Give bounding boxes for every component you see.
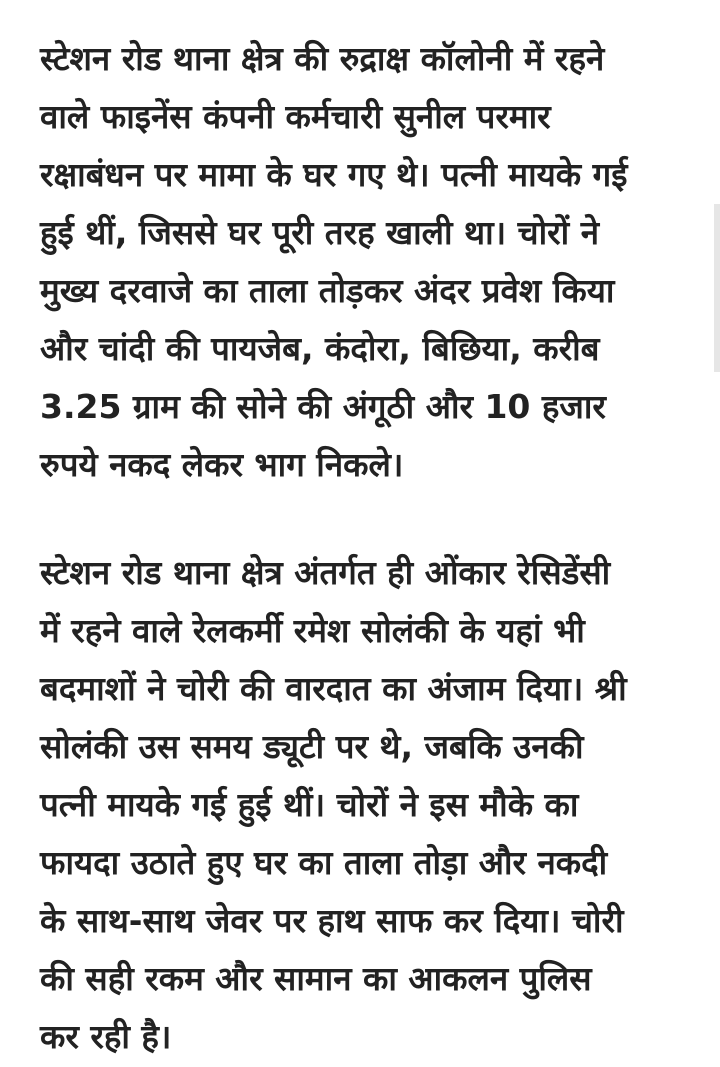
paragraph-line: सोलंकी उस समय ड्यूटी पर थे, जबकि उनकी <box>40 727 584 766</box>
paragraph-1 <box>40 30 690 494</box>
paragraph-line: रक्षाबंधन पर मामा के घर गए थे। पत्नी मायके गई <box>40 155 628 194</box>
paragraph-line: के साथ-साथ जेवर पर हाथ साफ कर दिया। चोरी <box>40 901 624 940</box>
paragraph-line: फायदा उठाते हुए घर का ताला तोड़ा और नकदी <box>40 843 608 882</box>
paragraph-line: स्टेशन रोड थाना क्षेत्र अंतर्गत ही ओंकार रेसिडेंसी <box>40 553 611 592</box>
paragraph-line: हुई थीं, जिससे घर पूरी तरह खाली था। चोरों ने <box>40 213 600 252</box>
paragraph-line: में रहने वाले रेलकर्मी रमेश सोलंकी के यहां भी <box>40 611 585 650</box>
paragraph-line: और चांदी की पायजेब, कंदोरा, बिछिया, करीब <box>40 329 600 368</box>
article-body <box>40 30 690 1066</box>
paragraph-line: 3.25 ग्राम की सोने की अंगूठी और 10 हजार <box>40 387 606 426</box>
paragraph-line: की सही रकम और सामान का आकलन पुलिस <box>40 959 592 998</box>
paragraph-line: कर रही है। <box>40 1017 172 1056</box>
paragraph-line: मुख्य दरवाजे का ताला तोड़कर अंदर प्रवेश किया <box>40 271 615 310</box>
scrollbar[interactable] <box>714 204 720 372</box>
paragraph-line: रुपये नकद लेकर भाग निकले। <box>40 445 404 484</box>
paragraph-line: वाले फाइनेंस कंपनी कर्मचारी सुनील परमार <box>40 97 551 136</box>
paragraph-line: बदमाशों ने चोरी की वारदात का अंजाम दिया। श्री <box>40 669 627 708</box>
paragraph-2 <box>40 544 690 1066</box>
paragraph-line: स्टेशन रोड थाना क्षेत्र की रुद्राक्ष कॉलोनी में रहने <box>40 39 605 78</box>
paragraph-line: पत्नी मायके गई हुई थीं। चोरों ने इस मौके का <box>40 785 579 824</box>
